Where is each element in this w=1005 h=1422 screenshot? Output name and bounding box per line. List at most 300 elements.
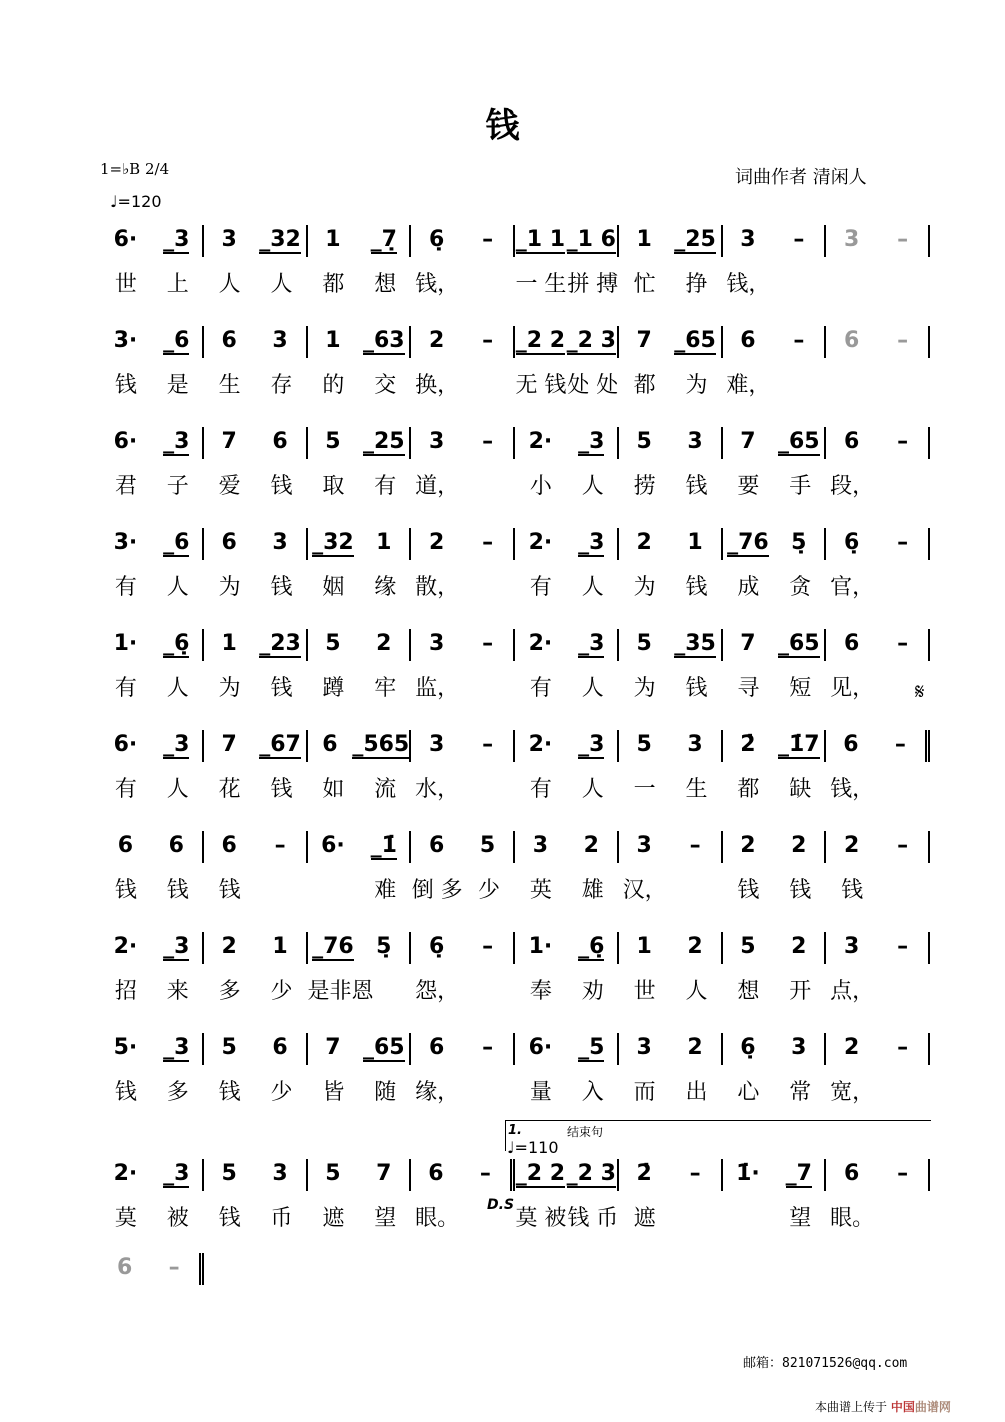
measure [411, 831, 515, 863]
lyric-measure [100, 772, 204, 803]
lyric-measure [826, 1201, 930, 1232]
measure [204, 528, 308, 560]
lyric-text: 钱 币 [567, 1206, 619, 1231]
note-text: 6 [844, 1161, 860, 1186]
note-beat [100, 730, 151, 762]
lyric-measure [411, 267, 515, 298]
measure [411, 225, 515, 257]
lyric-line [100, 368, 930, 399]
lyric-measure [619, 267, 723, 298]
note-text: 6 [844, 328, 860, 353]
note-beat [515, 730, 566, 762]
note-text: _3 [578, 429, 605, 454]
note-text: – [897, 934, 909, 959]
measure [515, 225, 619, 257]
note-text: 6 [117, 833, 134, 858]
note-line [100, 1159, 930, 1193]
lyric-text [463, 1075, 515, 1106]
lyric-text: 人 [166, 777, 189, 802]
measure [619, 629, 723, 661]
note-beat [411, 326, 462, 358]
note-text: 6 [429, 1035, 445, 1060]
note-text: _2 2 [515, 1161, 566, 1186]
note-beat [723, 730, 774, 762]
note-beat [723, 427, 774, 459]
lyric-text: 望 [374, 1206, 397, 1231]
lyric-text: 为 [218, 676, 241, 701]
lyric-text: 人 [218, 272, 241, 297]
lyric-text: 处 处 [567, 373, 619, 398]
note-beat [308, 528, 359, 560]
note-beat [619, 831, 670, 863]
lyric-measure [515, 469, 619, 500]
note-text: 2· [113, 1161, 138, 1186]
note-text: – [689, 1161, 701, 1186]
note-beat [411, 528, 462, 560]
lyric-text: 少 [270, 979, 293, 1004]
note-text: 2· [528, 732, 553, 757]
note-beat [773, 225, 824, 257]
lyric-text [671, 1201, 723, 1232]
note-text: _2 3 [566, 328, 616, 353]
note-text: _1̇ [370, 833, 397, 858]
lyric-text: 存 [270, 373, 293, 398]
note-beat [358, 326, 409, 358]
lyric-text: 都 [633, 373, 656, 398]
note-text: 2 [636, 530, 652, 555]
note-text: _63 [363, 328, 405, 353]
lyric-text: 流 [374, 777, 397, 802]
note-beat [670, 730, 721, 762]
lyric-text: 人 [581, 575, 604, 600]
lyric-measure [411, 570, 515, 601]
lyric-measure [308, 873, 412, 904]
lyric-text: 世 [633, 979, 656, 1004]
lyric-text: 劝 [581, 979, 604, 1004]
lyric-text: 人 [581, 777, 604, 802]
note-beat [566, 1159, 617, 1191]
lyric-measure [619, 873, 723, 904]
measure [100, 1253, 204, 1285]
note-beat [723, 528, 774, 560]
lyric-text: 莫 [114, 1206, 137, 1231]
lyric-text: 钱 [270, 474, 293, 499]
note-text: _7 [785, 1161, 812, 1186]
lyric-text: 都 [322, 272, 345, 297]
note-text: 5· [113, 1035, 138, 1060]
lyric-text: 钱 [685, 676, 708, 701]
lyric-measure [826, 772, 930, 803]
note-beat [461, 1159, 510, 1191]
note-line [100, 1253, 204, 1287]
lyric-measure [515, 974, 619, 1005]
note-text: – [482, 429, 494, 454]
lyric-text [826, 267, 878, 298]
note-text: 6· [113, 732, 138, 757]
note-beat [877, 326, 928, 358]
note-beat [462, 427, 513, 459]
lyric-measure [100, 1201, 204, 1232]
lyric-text: 入 [581, 1080, 604, 1105]
volta-label: 结束句 [567, 1125, 604, 1139]
lyric-measure [723, 974, 827, 1005]
note-beat [566, 528, 617, 560]
note-text: 5 [636, 732, 652, 757]
note-text: 1̇· [736, 1161, 760, 1186]
note-text: _65 [363, 1035, 405, 1060]
note-text: _3 [578, 631, 605, 656]
lyric-text: 缺 [789, 777, 812, 802]
note-beat [358, 427, 409, 459]
note-text: – [689, 833, 701, 858]
note-text: 2 [687, 934, 703, 959]
note-beat [619, 1033, 670, 1065]
note-text: _6̣ [163, 631, 190, 656]
note-beat [411, 225, 462, 257]
measure [515, 1033, 619, 1065]
note-line [100, 932, 930, 966]
note-beat [515, 326, 566, 358]
note-beat [773, 528, 824, 560]
lyric-measure [411, 974, 515, 1005]
note-text: 5 [636, 631, 652, 656]
measure [723, 1033, 827, 1065]
lyric-text: 的 [322, 373, 345, 398]
note-beat [670, 427, 721, 459]
note-text: – [897, 227, 909, 252]
measure [826, 831, 930, 863]
lyric-measure [619, 671, 723, 702]
score-line [100, 1159, 930, 1254]
lyric-measure [826, 974, 930, 1005]
note-beat [723, 932, 774, 964]
note-beat [151, 831, 202, 863]
note-text: – [482, 934, 494, 959]
upload-text: 本曲谱上传于 [815, 1400, 888, 1414]
note-text: _3 [163, 429, 190, 454]
note-text: – [482, 530, 494, 555]
lyric-text: 莫 被 [515, 1206, 567, 1231]
lyric-measure [308, 974, 412, 1005]
lyric-text: 钱 [789, 878, 812, 903]
lyric-text: 有 [374, 474, 397, 499]
measure [204, 831, 308, 863]
note-beat [670, 831, 721, 863]
note-beat [411, 629, 462, 661]
note-line [100, 730, 930, 764]
lyric-text: 人 [166, 575, 189, 600]
note-text: 6 [168, 833, 184, 858]
note-text: 5̣ [791, 530, 807, 555]
lyric-text [774, 267, 826, 298]
note-beat [462, 730, 513, 762]
dal-segno-mark: D.S [487, 1197, 515, 1213]
note-beat [151, 932, 202, 964]
note-text: _6̣ [578, 934, 605, 959]
note-beat [149, 1253, 198, 1285]
measure [515, 932, 619, 964]
note-beat [255, 1159, 306, 1191]
note-beat [100, 528, 151, 560]
lyric-line [100, 772, 930, 803]
lyric-text: 生 [685, 777, 708, 802]
lyric-measure [204, 671, 308, 702]
note-text: 7 [636, 328, 652, 353]
note-text: 2 [791, 833, 807, 858]
note-beat [619, 932, 670, 964]
lyric-text: 缘 [374, 575, 397, 600]
lyric-text: 取 [322, 474, 345, 499]
lyric-line [100, 1075, 930, 1106]
note-text: – [793, 227, 805, 252]
lyric-text: 钱 [114, 1080, 137, 1105]
lyric-text: 奉 [529, 979, 552, 1004]
note-beat [566, 831, 617, 863]
measure [411, 326, 515, 358]
lyric-text: 有 [114, 575, 137, 600]
lyric-measure [411, 469, 515, 500]
note-beat [670, 932, 721, 964]
note-text: 6 [322, 732, 338, 757]
lyric-measure [515, 1075, 619, 1106]
lyric-measure [723, 1075, 827, 1106]
note-text: 3 [844, 227, 860, 252]
lyric-measure [826, 469, 930, 500]
lyric-text [878, 570, 930, 601]
lyric-text: 如 [322, 777, 345, 802]
lyric-measure [100, 267, 204, 298]
note-beat [358, 528, 409, 560]
lyric-text: 多 [218, 979, 241, 1004]
note-beat [723, 1033, 774, 1065]
score-line [100, 528, 930, 623]
note-beat [100, 427, 151, 459]
note-line [100, 528, 930, 562]
note-beat [773, 629, 824, 661]
note-text: 6 [221, 530, 237, 555]
note-text: _76 [312, 934, 354, 959]
note-beat [151, 629, 202, 661]
lyric-text: 来 [166, 979, 189, 1004]
note-beat [255, 326, 306, 358]
segno-sign: 𝄋 [915, 680, 925, 705]
lyric-text: 成 [737, 575, 760, 600]
note-text: _1 6 [566, 227, 616, 252]
note-beat [411, 932, 462, 964]
lyric-text: 宽， [830, 1080, 875, 1105]
note-beat [151, 528, 202, 560]
note-text: 7 [740, 631, 756, 656]
lyric-measure [308, 570, 412, 601]
lyric-measure [204, 1201, 308, 1232]
note-text: 1 [636, 934, 652, 959]
note-beat [100, 326, 151, 358]
note-text: 3 [272, 1161, 288, 1186]
measure [619, 1033, 723, 1065]
note-beat [723, 831, 774, 863]
note-beat [723, 225, 774, 257]
lyric-line [100, 267, 930, 298]
note-beat [619, 730, 670, 762]
note-beat [515, 528, 566, 560]
note-beat [204, 225, 255, 257]
composer-credit: 词曲作者 清闲人 [735, 167, 867, 188]
note-beat [308, 629, 359, 661]
lyric-measure [619, 974, 723, 1005]
note-beat [255, 1033, 306, 1065]
note-text: _3 [163, 1161, 190, 1186]
lyric-text: 心 [737, 1080, 760, 1105]
lyric-measure [723, 570, 827, 601]
note-text: _7̣ [370, 227, 397, 252]
note-beat [515, 1033, 566, 1065]
lyric-measure [826, 570, 930, 601]
lyric-measure [723, 368, 827, 399]
note-text: 6· [321, 833, 345, 858]
note-text: – [897, 631, 909, 656]
lyric-text: 贪 [789, 575, 812, 600]
note-text: 6̣ [429, 934, 445, 959]
note-text: 3 [687, 429, 703, 454]
measure [100, 1159, 204, 1191]
measure [100, 730, 204, 762]
lyric-text: 倒 多 [411, 878, 463, 903]
lyric-text: 钱， [415, 272, 460, 297]
measure [826, 932, 930, 964]
measure [204, 326, 308, 358]
note-beat [358, 1159, 409, 1191]
lyric-measure [308, 1201, 412, 1232]
measure [723, 326, 827, 358]
note-text: 5 [740, 934, 756, 959]
note-beat [877, 1033, 928, 1065]
note-beat [151, 1159, 202, 1191]
measure [826, 528, 930, 560]
score-line [100, 326, 930, 421]
note-text: 1 [221, 631, 237, 656]
note-beat [358, 225, 409, 257]
song-title: 钱 [485, 106, 520, 146]
lyric-text: 段， [830, 474, 875, 499]
lyric-text [256, 873, 308, 904]
measure [723, 932, 827, 964]
note-beat [826, 730, 875, 762]
note-beat [411, 427, 462, 459]
note-beat [566, 427, 617, 459]
lyric-text [878, 772, 930, 803]
note-beat [826, 427, 877, 459]
note-text: 2 [221, 934, 237, 959]
note-beat [308, 427, 359, 459]
note-beat [877, 831, 928, 863]
note-beat [255, 730, 306, 762]
note-text: _65 [778, 631, 820, 656]
note-text: 6 [272, 1035, 288, 1060]
lyric-text: 出 [685, 1080, 708, 1105]
note-beat [255, 629, 306, 661]
note-text: – [482, 328, 494, 353]
lyric-text: 有 [529, 676, 552, 701]
lyric-measure [619, 1075, 723, 1106]
note-beat [826, 831, 877, 863]
note-text: 3 [740, 227, 756, 252]
note-text: _5 [578, 1035, 605, 1060]
lyric-text [463, 267, 515, 298]
measure [515, 831, 619, 863]
lyric-measure [100, 1075, 204, 1106]
lyric-text: 钱 [270, 676, 293, 701]
note-line [100, 629, 930, 663]
note-text: 3 [272, 328, 288, 353]
lyric-text: 钱 [270, 575, 293, 600]
lyric-text: 人 [166, 676, 189, 701]
lyric-text: 币 [270, 1206, 293, 1231]
measure [723, 629, 827, 661]
lyric-measure [100, 671, 204, 702]
lyric-text: 眼。 [415, 1206, 460, 1231]
lyric-text: 都 [737, 777, 760, 802]
note-beat [100, 629, 151, 661]
note-beat [411, 1033, 462, 1065]
lyric-text: 拼 搏 [567, 272, 619, 297]
lyric-text [374, 974, 412, 1005]
note-text: 7 [221, 429, 237, 454]
measure [515, 528, 619, 560]
lyric-text [463, 974, 515, 1005]
note-beat [876, 730, 925, 762]
note-beat [670, 326, 721, 358]
note-beat [462, 932, 513, 964]
measure [515, 730, 619, 762]
lyric-measure [619, 570, 723, 601]
lyric-measure [723, 671, 827, 702]
measure [619, 1159, 723, 1191]
note-text: – [168, 1255, 180, 1280]
note-text: _67 [259, 732, 301, 757]
note-text: 3 [221, 227, 237, 252]
note-text: _3 [163, 1035, 190, 1060]
lyric-text: 被 [166, 1206, 189, 1231]
lyric-text: 要 [737, 474, 760, 499]
measure [723, 1159, 827, 1191]
lyric-text: 英 [529, 878, 552, 903]
score-line [100, 831, 930, 926]
note-beat [100, 1159, 151, 1191]
measure [515, 326, 619, 358]
lyric-text: 钱 [685, 474, 708, 499]
note-beat [100, 932, 151, 964]
measure [723, 831, 827, 863]
lyric-text [463, 469, 515, 500]
lyric-measure [204, 873, 308, 904]
measure [411, 629, 515, 661]
note-beat [723, 326, 774, 358]
lyric-text: 爱 [218, 474, 241, 499]
note-beat [308, 1033, 359, 1065]
lyric-text: 钱 [841, 878, 864, 903]
lyric-text: 想 [737, 979, 760, 1004]
note-beat [877, 528, 928, 560]
note-beat [826, 326, 877, 358]
site-logo-a: 中国 [890, 1400, 915, 1414]
note-beat [255, 932, 306, 964]
note-text: _1̇7 [778, 732, 820, 757]
note-beat [773, 730, 824, 762]
note-beat [826, 1033, 877, 1065]
lyric-text: 量 [529, 1080, 552, 1105]
measure [619, 225, 723, 257]
lyric-measure [204, 469, 308, 500]
